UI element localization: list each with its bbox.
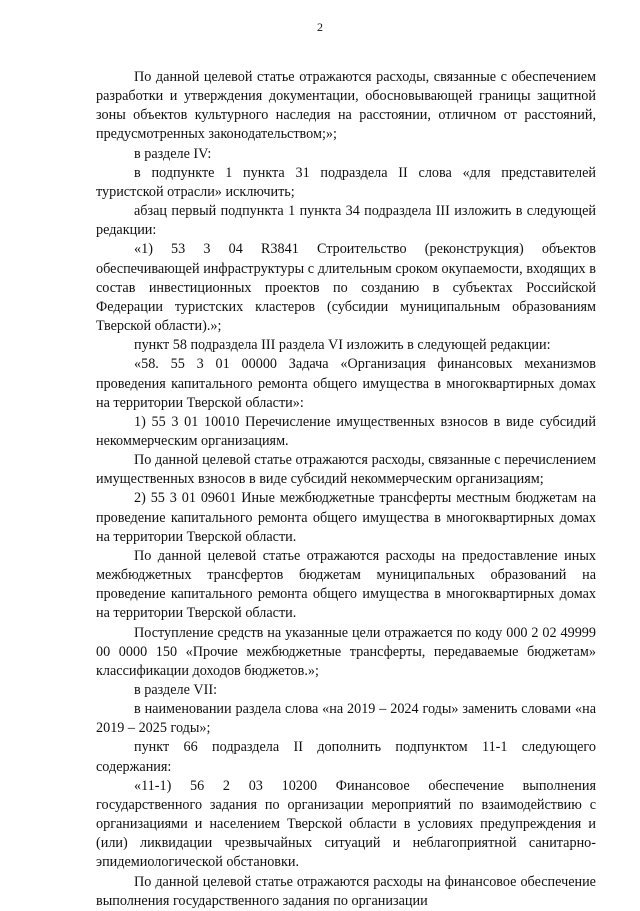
paragraph: «1) 53 3 04 R3841 Строительство (реконструкция) объектов обеспечивающей инфраструктуры с длительным сроком окупаемости, входящих в состав инвестиционных проектов по созданию в субъектах Российской Федерации туристских кластеров (субсидии муниципальным образованиям Тверской области).»; xyxy=(96,241,596,335)
paragraph: По данной целевой статье отражаются расходы, связанные с перечислением имущественных взносов в виде субсидий некоммерческим организациям; xyxy=(96,452,596,488)
paragraph: в разделе VII: xyxy=(134,682,218,698)
paragraph: пункт 58 подраздела III раздела VI изложить в следующей редакции: xyxy=(134,337,551,354)
paragraph: в наименовании раздела слова «на 2019 – 2024 годы» заменить словами «на 2019 – 2025 годы»; xyxy=(96,701,596,737)
paragraph: в подпункте 1 пункта 31 подраздела II слова «для представителей туристской отрасли» исключить; xyxy=(96,164,596,200)
paragraph: пункт 66 подраздела II дополнить подпунктом 11-1 следующего содержания: xyxy=(96,739,596,775)
paragraph: По данной целевой статье отражаются расходы, связанные с обеспечением разработки и утверждения документации, обосновывающей границы защитной зоны объектов культурного наследия на расстоянии, отличном от расстояний, предусмотренных законодательством;»; xyxy=(96,69,596,143)
paragraph: «58. 55 3 01 00000 Задача «Организация финансовых механизмов проведения капитального ремонта общего имущества в многоквартирных домах на территории Тверской области»: xyxy=(96,356,596,411)
paragraph: По данной целевой статье отражаются расходы на финансовое обеспечение выполнения государственного задания по организации xyxy=(96,873,596,909)
page-number: 2 xyxy=(317,20,323,34)
paragraph: «11-1) 56 2 03 10200 Финансовое обеспечение выполнения государственного задания по организации мероприятий по взаимодействию с организациями и населением Тверской области в условиях предупреждения и (или) ликвидации чрезвычайных ситуаций и неблагоприятной санитарно-эпидемиологической обстановки. xyxy=(96,777,596,871)
paragraph: Поступление средств на указанные цели отражается по коду 000 2 02 49999 00 0000 150 «Прочие межбюджетные трансферты, передаваемые бюджетам» классификации доходов бюджетов.»; xyxy=(96,624,596,679)
paragraph: в разделе IV: xyxy=(134,145,212,162)
document-body xyxy=(96,68,596,911)
paragraph: По данной целевой статье отражаются расходы на предоставление иных межбюджетных трансфертов бюджетам муниципальных образований на проведение капитального ремонта общего имущества в многоквартирных домах на территории Тверской области. xyxy=(96,547,596,622)
paragraph: 2) 55 3 01 09601 Иные межбюджетные трансферты местным бюджетам на проведение капитального ремонта общего имущества в многоквартирных домах на территории Тверской области. xyxy=(96,490,596,545)
paragraph: абзац первый подпункта 1 пункта 34 подраздела III изложить в следующей редакции: xyxy=(96,203,596,239)
paragraph: 1) 55 3 01 10010 Перечисление имущественных взносов в виде субсидий некоммерческим организациям. xyxy=(96,413,596,449)
